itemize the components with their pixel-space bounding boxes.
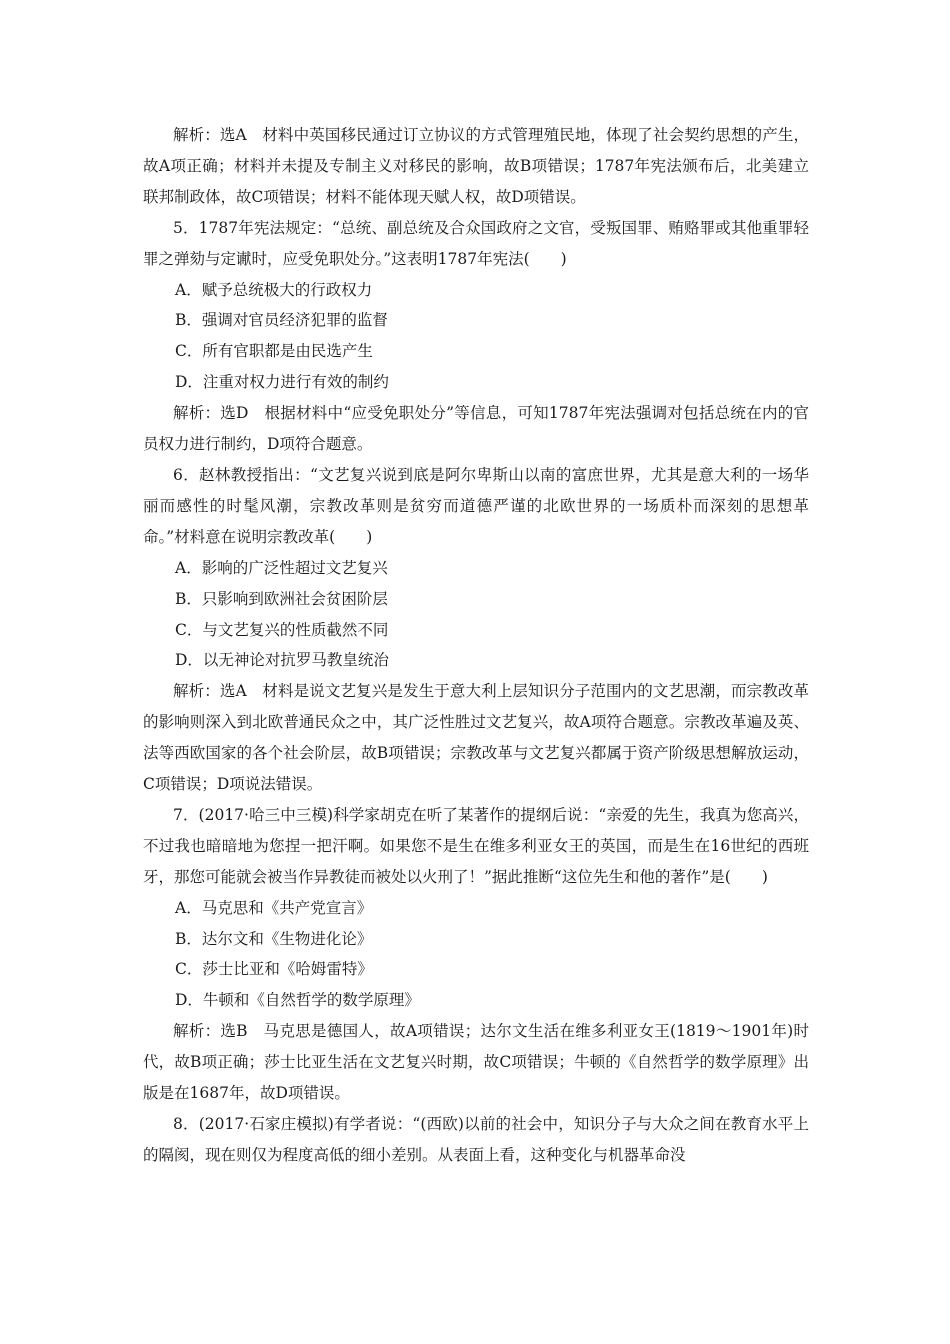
explanation-q6: 解析：选A 材料是说文艺复兴是发生于意大利上层知识分子范围内的文艺思潮，而宗教改革的影响则深入到北欧普通民众之中，其广泛性胜过文艺复兴，故A项符合题意。宗教改革遍及英、法等西欧国家的各个社会阶层，故B项错误；宗教改革与文艺复兴都属于资产阶级思想解放运动，C项错误；D项说法错误。 xyxy=(143,682,809,794)
q6-option-c: C．与文艺复兴的性质截然不同 xyxy=(175,620,389,639)
q7-option-d: D．牛顿和《自然哲学的数学原理》 xyxy=(175,991,420,1010)
q7-option-b: B．达尔文和《生物进化论》 xyxy=(175,929,373,948)
q6-option-d: D．以无神论对抗罗马教皇统治 xyxy=(175,651,389,670)
question-6: 6．赵林教授指出：“文艺复兴说到底是阿尔卑斯山以南的富庶世界，尤其是意大利的一场华丽而感性的时髦风潮，宗教改革则是贫穷而道德严谨的北欧世界的一场质朴而深刻的思想革命。”材料意在说明宗教改革( ) xyxy=(143,465,809,546)
q5-option-a: A．赋予总统极大的行政权力 xyxy=(175,280,373,299)
q7-option-a: A．马克思和《共产党宣言》 xyxy=(175,898,373,917)
explanation-q7: 解析：选B 马克思是德国人，故A项错误；达尔文生活在维多利亚女王(1819～1901年)时代，故B项正确；莎士比亚生活在文艺复兴时期，故C项错误；牛顿的《自然哲学的数学原理》出版是在1687年，故D项错误。 xyxy=(143,1022,809,1103)
page-content xyxy=(143,120,809,1171)
q7-option-c: C．莎士比亚和《哈姆雷特》 xyxy=(175,960,373,979)
q6-option-a: A．影响的广泛性超过文艺复兴 xyxy=(175,558,388,577)
question-5: 5．1787年宪法规定：“总统、副总统及合众国政府之文官，受叛国罪、贿赂罪或其他重罪轻罪之弹劾与定谳时，应受免职处分。”这表明1787年宪法( ) xyxy=(143,218,809,268)
explanation-q4: 解析：选A 材料中英国移民通过订立协议的方式管理殖民地，体现了社会契约思想的产生，故A项正确；材料并未提及专制主义对移民的影响，故B项错误；1787年宪法颁布后，北美建立联邦制政体，故C项错误；材料不能体现天赋人权，故D项错误。 xyxy=(143,126,809,206)
q5-option-c: C．所有官职都是由民选产生 xyxy=(175,342,373,361)
q6-option-b: B．只影响到欧洲社会贫困阶层 xyxy=(175,589,388,608)
explanation-q5: 解析：选D 根据材料中“应受免职处分”等信息，可知1787年宪法强调对包括总统在内的官员权力进行制约，D项符合题意。 xyxy=(143,404,809,454)
q5-option-b: B．强调对官员经济犯罪的监督 xyxy=(175,311,388,330)
question-7: 7．(2017·哈三中三模)科学家胡克在听了某著作的提纲后说：“亲爱的先生，我真为您高兴，不过我也暗暗地为您捏一把汗啊。如果您不是生在维多利亚女王的英国，而是生在16世纪的西班牙，那您可能就会被当作异教徒而被处以火刑了！”据此推断“这位先生和他的著作”是( ) xyxy=(143,805,809,886)
question-8: 8．(2017·石家庄模拟)有学者说：“(西欧)以前的社会中，知识分子与大众之间在教育水平上的隔阂，现在则仅为程度高低的细小差别。从表面上看，这种变化与机器革命没 xyxy=(143,1115,809,1164)
q5-option-d: D．注重对权力进行有效的制约 xyxy=(175,373,389,392)
